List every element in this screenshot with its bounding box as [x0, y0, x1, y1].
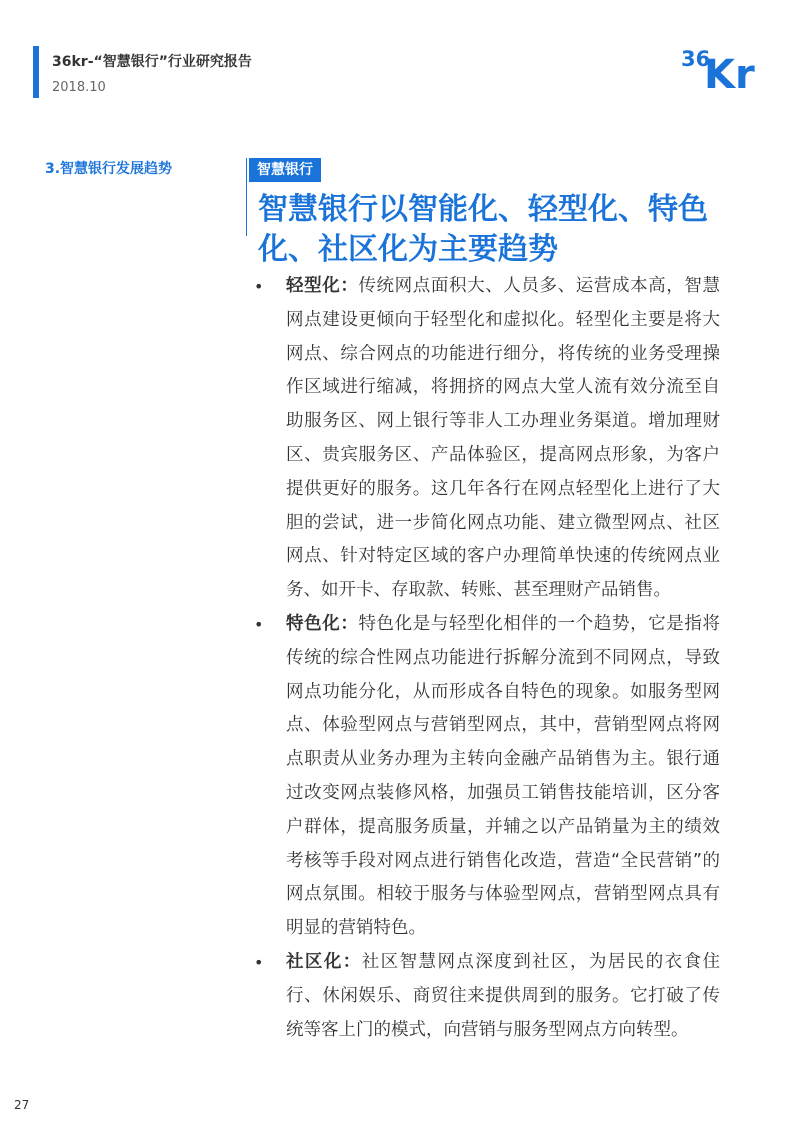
header-accent-bar	[33, 46, 39, 98]
bullet-text: 特色化是与轻型化相伴的一个趋势，它是指将传统的综合性网点功能进行拆解分流到不同网点，导致网点功能分化，从而形成各自特色的现象。如服务型网点、体验型网点与营销型网点，其中，营销型网点将网点职责从业务办理为主转向金融产品销售为主。银行通过改变网点装修风格，加强员工销售技能培训，区分客户群体，提高服务质量，并辅之以产品销量为主的绩效考核等手段对网点进行销售化改造，营造“全民营销”的网点氛围。相较于服务与体验型网点，营销型网点具有明显的营销特色。	[286, 613, 721, 939]
bullet-dot-icon: •	[254, 952, 264, 972]
bullet-item-featured	[250, 608, 720, 946]
bullet-text: 传统网点面积大、人员多、运营成本高，智慧网点建设更倾向于轻型化和虚拟化。轻型化主要是将大网点、综合网点的功能进行细分，将传统的业务受理操作区域进行缩减，将拥挤的网点大堂人流有效分流至自助服务区、网上银行等非人工办理业务渠道。增加理财区、贵宾服务区、产品体验区，提高网点形象，为客户提供更好的服务。这几年各行在网点轻型化上进行了大胆的尝试，进一步简化网点功能、建立微型网点、社区网点、针对特定区域的客户办理简单快速的传统网点业务、如开卡、存取款、转账、甚至理财产品销售。	[286, 276, 721, 601]
bullet-term: 特色化：	[286, 613, 359, 634]
report-date: 2018.10	[52, 80, 106, 95]
section-tag: 智慧银行	[249, 158, 321, 182]
page-headline: 智慧银行以智能化、轻型化、特色化、社区化为主要趋势	[258, 192, 708, 267]
logo-36: 36	[681, 47, 711, 71]
logo-kr: Kr	[704, 52, 755, 92]
bullet-term: 轻型化：	[286, 276, 359, 296]
bullet-text: 社区智慧网点深度到社区，为居民的衣食住行、休闲娱乐、商贸往来提供周到的服务。它打破了传统等客上门的模式，向营销与服务型网点方向转型。	[286, 951, 721, 1040]
bullet-dot-icon: •	[254, 614, 264, 634]
report-title: 36kr-“智慧银行”行业研究报告	[52, 54, 252, 70]
bullet-dot-icon: •	[254, 277, 264, 296]
bullet-list	[250, 270, 720, 1047]
tag-vertical-rule	[246, 158, 247, 236]
bullet-term: 社区化：	[286, 951, 362, 972]
bullet-item-light	[250, 270, 720, 608]
page-number: 27	[14, 1098, 30, 1112]
36kr-logo	[680, 42, 762, 92]
bullet-item-community	[250, 946, 720, 1047]
section-label: 3.智慧银行发展趋势	[45, 161, 173, 177]
